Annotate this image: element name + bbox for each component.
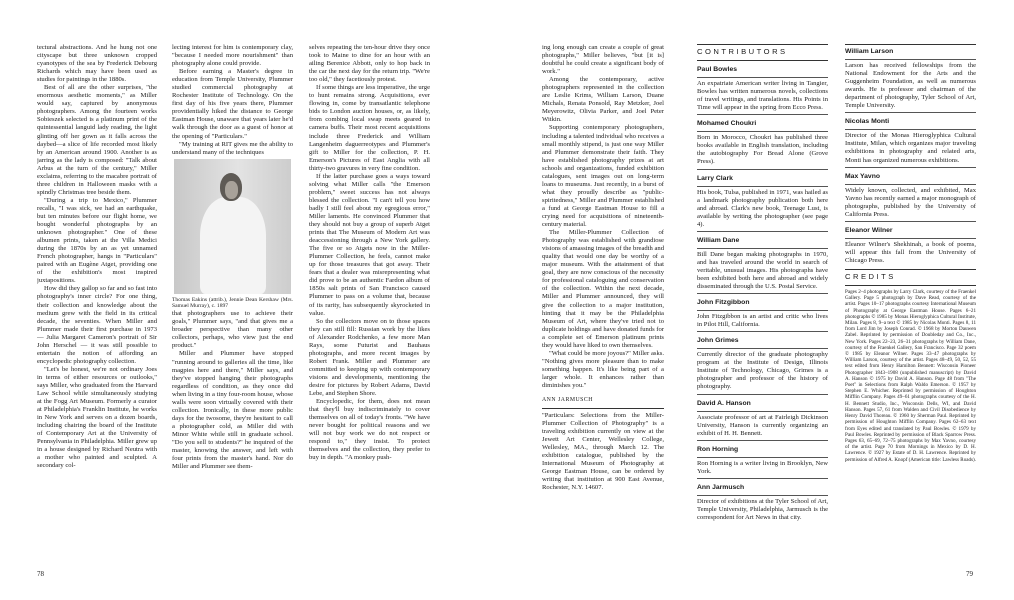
paragraph: Best of all are the other surprises, "the enormous aesthetic moments," as Miller would say, captured by anonymous photographers. Among the fourteen works Sobieszek selected is a platinum print of the quintessential languid lady reading, the light glinting off her gown as it falls across the daybed—a slice of life recorded most likely by an American around 1900. Another is as jarring as the lady is composed: "Talk about Arbus at the turn of the century," Miller exclaims, referring to the macabre portrait of three children in Halloween masks with a spindly Christmas tree beside them. <box>37 84 157 196</box>
contributor-bio: Ron Horning is a writer living in Brooklyn, New York. <box>697 459 828 475</box>
divider <box>697 411 828 412</box>
article-column-1 <box>37 44 157 574</box>
divider <box>697 440 828 441</box>
divider <box>845 221 976 222</box>
contributor-bio: Director of the Monas Hieroglyphica Cultural Institute, Milan, which organizes major traveling exhibitions in photography and related arts, Monti has organized numerous exhibitions. <box>845 132 976 164</box>
page-number-right: 79 <box>966 570 973 578</box>
divider <box>697 248 828 249</box>
paragraph: "What could be more joyous?" Miller asks. "Nothing gives more pleasure than to make something happen. It's like being part of a larger whole. It enhances rather than diminishes you." <box>542 349 664 389</box>
paragraph: "During a trip to Mexico," Plummer recalls, "I was sick, we had an earthquake, but ten minutes before our flight home, we bought wonderful photographs by an unknown photographer." One of these albumen prints, taken at the Villa Medici during the 1870s by an as yet unnamed French photographer, hangs in "Particulars" paired with an Eugène Atget, providing one of the exhibition's most inspired juxtapositions. <box>37 196 157 285</box>
divider <box>697 293 828 294</box>
credits-heading: CREDITS <box>845 271 896 281</box>
divider <box>697 348 828 349</box>
exhibition-note: "Particulars: Selections from the Miller-Plummer Collection of Photography" is a traveling exhibition currently on view at the Jewett Art Center, Wellesley College, Wellesley, MA., through March 12. The exhibition catalogue, published by the International Museum of Photography at George Eastman House, can be ordered by writing that institution at 900 East Avenue, Rochester, N.Y. 14607. <box>542 412 664 492</box>
paragraph: The Miller-Plummer Collection of Photography was established with grandiose visions of amassing images of the breadth and quality that would one day be worthy of a major museum. With the attainment of that goal, they are now conscious of the necessity for professional cataloguing and conservation of the collection. Within the next decade, Miller and Plummer announced, they will give the collection to a major institution, hinting that it may be the Philadelphia Museum of Art, where they've tried not to duplicate holdings and have donated funds for a complete set of Emerson platinum prints they would have liked to own themselves. <box>542 229 664 349</box>
article-column-4 <box>542 44 664 574</box>
contributors-column <box>697 44 828 574</box>
contributors-column-2 <box>845 44 976 574</box>
divider <box>697 114 828 115</box>
divider <box>845 44 976 45</box>
paragraph: selves repeating the ten-hour drive they once took to Maine to dine for an hour with an ailing Berenice Abbott, only to hop back in the car the next day for the return trip. "We're too old," they facetiously protest. <box>309 44 430 84</box>
contributor-bio: Larson has received fellowships from the National Endowment for the Arts and the Guggenheim Foundation, as well as numerous awards. He is professor and chairman of the department of photography, Tyler School of Art, Temple University. <box>845 62 976 110</box>
paragraph: "Let's be honest, we're not ordinary Joes in terms of either resources or outlooks," says Miller, who graduated from the Harvard Law School while simultaneously studying at the Fogg Art Museum. Formerly a curator at Philadelphia's Franklin Institute, he works in New York and serves on a dozen boards, including chairing the board of the Institute of Contemporary Art at the University of Pennsylvania in Philadelphia. Miller grew up in a house designed by Richard Neutra with a mother who painted and sculpted. A secondary col- <box>37 365 157 470</box>
paragraph: If some things are less imperative, the urge to hunt remains strong. Acquisitions, ever flowing in, come by transatlantic telephone bids to London auction houses, or, as likely, from combing local swap meets geared to camera buffs. Their most recent acquisitions include three Frederick and William Langenheim daguerreotypes and Plummer's gift to Miller for the collection, P. H. Emerson's Pictures of East Anglia with all thirty-two gravures in very fine condition. <box>309 84 430 172</box>
contributor-name: John Fitzgibbon <box>697 299 750 307</box>
divider <box>845 112 976 113</box>
photo-caption: Thomas Eakins (attrib.), Jennie Dean Kershaw (Mrs. Samuel Murray), c. 1897 <box>172 296 293 310</box>
divider <box>697 331 828 332</box>
contributor-bio: Currently director of the graduate photography program at the Institute of Design, Illinois Institute of Technology, Chicago, Grimes is a photographer and professor of the history of photography. <box>697 351 828 391</box>
divider <box>845 184 976 185</box>
paragraph: ing long enough can create a couple of great photographs," Miller believes, "but [it is] doubtful he could create a significant body of work." <box>542 44 664 76</box>
paragraph: Miller and Plummer have stopped "running around to galleries all the time, like magpies here and there," Miller says, and they've stopped hanging their photographs regardless of condition, as they once did when living in a tiny four-room house, whose walls were soon virtually covered with their collection. Ironically, in these more public days for the twosome, they're hesitant to call a photographer cold, as Miller did with Minor White while still in graduate school. "Do you sell to students?" he inquired of the master, knowing the answer, and left with four prints from the master's hand. Nor do Miller and Plummer see them- <box>172 350 293 471</box>
contributor-name: Larry Clark <box>697 174 733 182</box>
divider <box>697 77 828 78</box>
paragraph: So the collectors move on to those spaces they can still fill: Russian work by the likes of Alexander Rodchenko, a few more Man Rays, some Futurist and Bauhaus photographs, and more recent images by Robert Frank. Miller and Plummer are committed to keeping up with contemporary visions and developments, mentioning the desire for pictures by Robert Adams, David Lebe, and Stephen Shore. <box>309 317 430 398</box>
divider <box>845 238 976 239</box>
contributor-name: Ron Horning <box>697 445 739 453</box>
author-signature: ANN JARMUSCH <box>542 397 593 404</box>
divider <box>697 131 828 132</box>
paragraph: How did they gallop so far and so fast into photography's inner circle? For one thing, their collection and knowledge about the medium grew with the field in its critical decade, the seventies. When Miller and Plummer made their first purchase in 1973 — Julia Margaret Cameron's portrait of Sir John Herschel — it was still possible to entertain the notion of affording an encyclopedic photography collection. <box>37 285 157 365</box>
divider <box>845 129 976 130</box>
paragraph: "My training at RIT gives me the ability to understand many of the techniques <box>172 140 293 156</box>
contributor-name: Ann Jarmusch <box>697 483 745 491</box>
contributor-name: Nicolas Monti <box>845 118 890 126</box>
divider <box>697 495 828 496</box>
divider <box>697 394 828 395</box>
paragraph: If the latter purchase goes a ways toward solving what Miller calls "the Emerson problem," sweet success has not always blessed the collection. "I can't tell you how badly I still feel about my egregious error," Miller laments. He convinced Plummer that they should not buy a group of superb Atget prints that The Museum of Modern Art was deaccessioning through a New York gallery. The five or so Atgets now in the Miller-Plummer Collection, he feels, cannot make up for those treasures that got away. Their fears that a dealer was misrepresenting what did prove to be an authentic Fardon album of 1850s salt prints of San Francisco caused Plummer to pass on a volume that, because of its rarity, has subsequently skyrocketed in value. <box>309 172 430 317</box>
divider <box>845 59 976 60</box>
paragraph: that photographers use to achieve their goals," Plummer says, "and that gives me a broader perspective than many other collectors, perhaps, who view just the end product." <box>172 310 293 350</box>
contributor-name: Mohamed Choukri <box>697 120 757 128</box>
divider <box>697 478 828 479</box>
paragraph: Among the contemporary, active photographers represented in the collection are Leslie Krims, William Larson, Duane Michals, Renata Ponsold, Ray Metzker, Joel Meyerowitz, Olivia Parker, and Joel Peter Witkin. <box>542 76 664 124</box>
divider <box>697 44 828 45</box>
divider <box>542 408 664 409</box>
paragraph: Encyclopedic, for them, does not mean that they'll buy indiscriminately to cover themselves on all of today's fronts. "We have never bought for political reasons and we will not buy work we do not respect or respond to," they insist. To protect themselves and the collection, they prefer to buy in depth. "A monkey push- <box>309 398 430 462</box>
contributors-heading: CONTRIBUTORS <box>697 47 788 56</box>
contributor-name: Paul Bowles <box>697 66 738 74</box>
contributor-name: William Dane <box>697 236 740 244</box>
divider <box>697 60 828 61</box>
contributor-name: David A. Hanson <box>697 399 751 407</box>
contributor-bio: An expatriate American writer living in Tangier, Bowles has written numerous novels, collections of travel writings, and translations. His Points in Time will appear in the spring from Ecco Press. <box>697 80 828 112</box>
divider <box>697 169 828 170</box>
paragraph: Supporting contemporary photographers, including a talented individual who receives a small monthly stipend, is just one way Miller and Plummer demonstrate their faith. They have established photography prizes at art schools and organizations, funded exhibition catalogues, sent images out on long-term loans to museums. Just recently, in a burst of what they proudly describe as "public-spiritedness," Miller and Plummer established a fund at George Eastman House to fill a crying need for acquisitions of nineteenth-century material. <box>542 124 664 229</box>
contributor-name: Max Yavno <box>845 172 881 180</box>
divider <box>697 231 828 232</box>
paragraph: Before earning a Master's degree in education from Temple University, Plummer studied commercial photography at Rochester Institute of Technology. On the first day of his five years there, Plummer providentially hiked the distance to George Eastman House, unaware that years later he'd walk through the door as a guest of honor at the opening of "Particulars." <box>172 68 293 140</box>
article-column-3 <box>309 44 430 574</box>
contributor-bio: Associate professor of art at Fairleigh Dickinson University, Hanson is currently organizing an exhibit of H. H. Bennett. <box>697 413 828 437</box>
contributor-bio: John Fitzgibbon is an artist and critic who lives in Pilot Hill, California. <box>697 313 828 329</box>
divider <box>697 457 828 458</box>
contributor-bio: Born in Morocco, Choukri has published three books available in English translation, including the autobiography For Bread Alone (Grove Press). <box>697 134 828 166</box>
credits-text: Pages 2–4 photographs by Larry Clark, courtesy of the Fraenkel Gallery. Page 5 photograph by Dave Read, courtesy of the artist. Pages 10–17 photographs courtesy International Museum of Photography at George Eastman House. Pages 6–21 photographs © 1985 by Monas Hieroglyphica Cultural Institute, Milan. Pages 8, 9–a text © 1985 by Nicolas Monti. Pages 8, 11 from Lord Jim by Joseph Conrad. © 1968 by Morton Dauwen Zabel. Reprinted by permission of Doubleday and Co., Inc., New York. Pages 22–23, 26–31 photographs by William Dane, courtesy of the Fraenkel Gallery, San Francisco. Page 32 poem © 1985 by Eleanor Wilner. Pages 33–47 photographs by William Larson, courtesy of the artist. Pages 48–49, 50, 52, 55 text edited from Henry Hamilton Bennett: Wisconsin Pioneer Photographer 1843–1908 (unpublished manuscript) by David A. Hanson © 1975 by David A. Hanson. Page 48 from "The Poet" in Selections from Ralph Waldo Emerson. © 1957 by Stephen E. Whicher. Reprinted by permission of Houghton Mifflin Company. Pages 49–61 photographs courtesy of the H. H. Bennett Studio, Inc., Wisconsin Dells, WI, and David Hanson. Pages 57, 61 from Walden and Civil Disobedience by Henry David Thoreau. © 1960 by Sherman Paul. Reprinted by permission of Houghton Mifflin Company. Pages 62–63 text from Eyes edited and translated by Paul Bowles. © 1979 by Paul Bowles. Reprinted by permission of Black Sparrow Press. Pages 63, 65–69, 72–75 photographs by Max Yavno, courtesy of the artist. Page 70 from Mornings in Mexico by D. H. Lawrence. © 1927 by Estate of D. H. Lawrence. Reprinted by permission of Alfred A. Knopf (American title: Lawless Roads). <box>845 289 976 463</box>
contributor-name: William Larson <box>845 48 894 55</box>
contributor-bio: Bill Dane began making photographs in 1970, and has traveled around the world in search of veritable, unusual images. His photographs have been exhibited both here and abroad and widely disseminated through the U.S. Postal Service. <box>697 250 828 291</box>
contributor-bio: Widely known, collected, and exhibited, Max Yavno has recently earned a major monograph of photographs, published by the University of California Press. <box>845 186 976 218</box>
paragraph: tectural abstractions. And he hung not one cityscape but three unknown cropped cyanotypes of the sea by Frederick Debourg Richards which may have been used as studies for paintings in the 1880s. <box>37 44 157 84</box>
divider <box>697 310 828 311</box>
divider <box>697 186 828 187</box>
divider <box>845 167 976 168</box>
contributor-name: Eleanor Wilner <box>845 226 893 234</box>
article-column-2 <box>172 44 293 574</box>
contributor-bio: Eleanor Wilner's Shekhinah, a book of poems, will appear this fall from the University of Chicago Press. <box>845 240 976 264</box>
contributor-bio: His book, Tulsa, published in 1971, was hailed as a landmark photography publication both here and abroad. Clark's new book, Teenage Lust, is available by writing the photographer (see page 4). <box>697 188 828 228</box>
divider <box>845 285 976 286</box>
contributor-name: John Grimes <box>697 337 739 345</box>
divider <box>845 269 976 270</box>
contributor-bio: Director of exhibitions at the Tyler School of Art, Temple University, Philadelphia, Jarmusch is the correspondent for Art News in that city. <box>697 497 828 521</box>
page-number-left: 78 <box>37 570 44 578</box>
paragraph: lecting interest for him is contemporary clay, "because I needed more nourishment" than photography alone could provide. <box>172 44 293 68</box>
portrait-photograph <box>174 159 291 294</box>
